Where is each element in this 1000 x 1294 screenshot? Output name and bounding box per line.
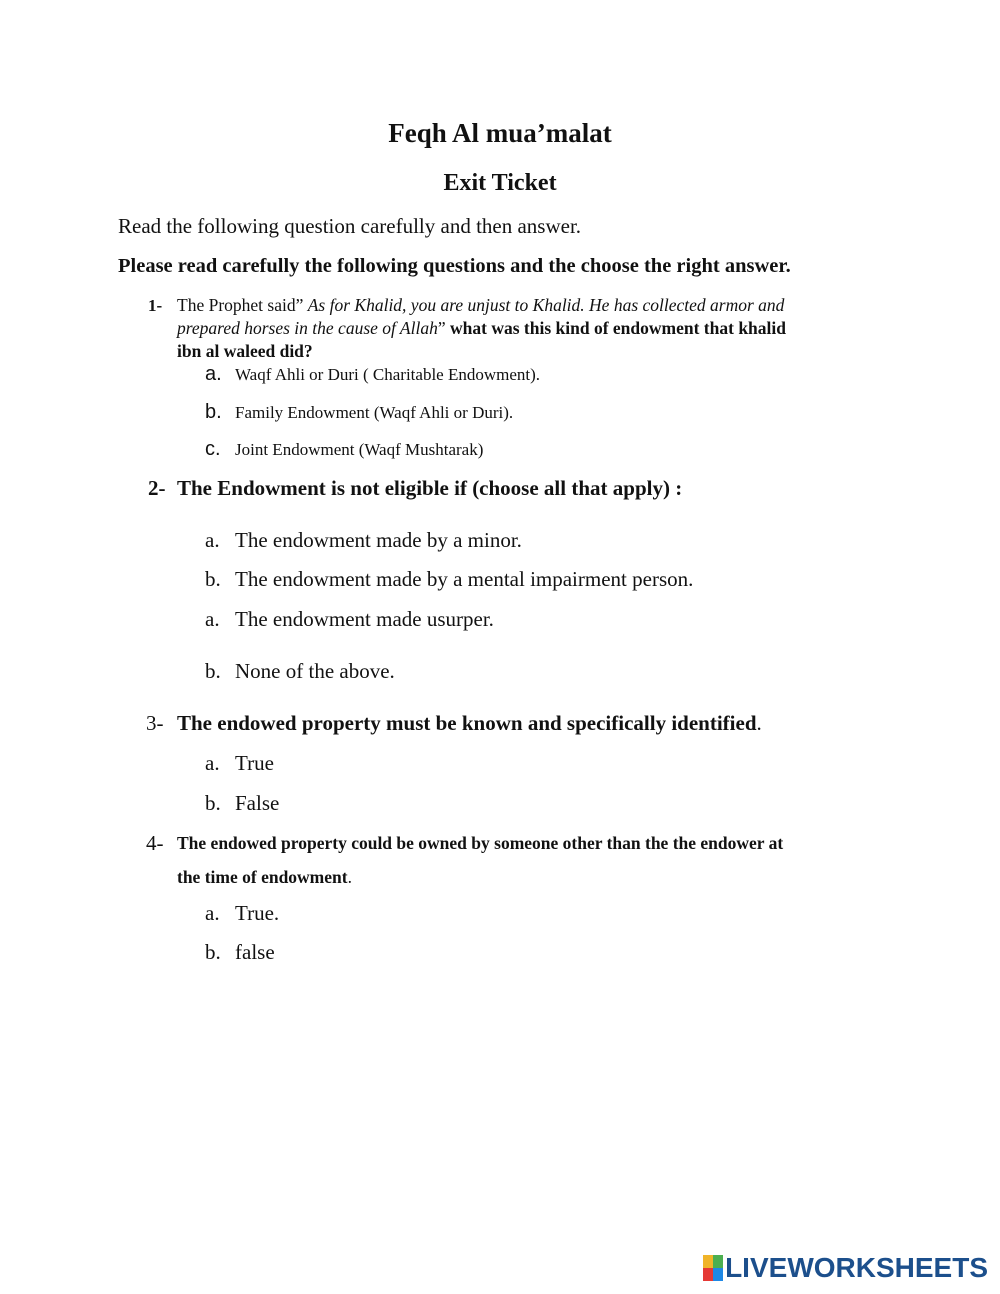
- q4-line2-bold: the time of endowment: [177, 867, 348, 887]
- liveworksheets-brand: LIVEWORKSHEETS: [725, 1252, 988, 1283]
- q1-option-c[interactable]: [205, 438, 483, 461]
- option-text: The endowment made usurper.: [235, 607, 494, 631]
- question-4-line1: The endowed property could be owned by someone other than the the endower at: [177, 833, 784, 853]
- option-text: True.: [235, 901, 280, 925]
- q4-trailing: .: [347, 867, 352, 887]
- q1-quote-line2: prepared horses in the cause of Allah: [177, 318, 438, 338]
- q2-option-4[interactable]: [205, 659, 395, 684]
- option-letter: a.: [205, 751, 220, 775]
- q3-option-a[interactable]: [205, 751, 274, 776]
- question-3-number: 3-: [146, 711, 164, 735]
- q1-close-quote: ”: [437, 318, 451, 338]
- option-letter: b.: [205, 940, 221, 964]
- question-2-number: 2-: [148, 476, 166, 500]
- liveworksheets-mark-icon: [703, 1255, 723, 1281]
- instruction-text: Please read carefully the following questions and the choose the right answer.: [118, 255, 791, 277]
- option-text: The endowment made by a mental impairment person.: [235, 567, 694, 591]
- q3-text-bold: The endowed property must be known and specifically identified: [177, 711, 757, 735]
- liveworksheets-logo[interactable]: [703, 1252, 988, 1284]
- q1-option-a[interactable]: [205, 363, 540, 386]
- option-letter: a.: [205, 607, 220, 631]
- option-letter: b.: [205, 791, 221, 815]
- option-text: None of the above.: [235, 659, 395, 683]
- option-text: False: [235, 791, 280, 815]
- question-1-number: 1-: [148, 296, 163, 315]
- option-letter: a.: [205, 901, 220, 925]
- option-text: Waqf Ahli or Duri ( Charitable Endowment).: [235, 365, 541, 384]
- option-letter: b.: [205, 401, 222, 423]
- option-text: Joint Endowment (Waqf Mushtarak): [235, 440, 484, 459]
- question-2-text: The Endowment is not eligible if (choose all that apply) :: [177, 476, 683, 500]
- q1-question-part1: what was this kind of endowment that khalid: [450, 318, 786, 338]
- option-text: True: [235, 751, 274, 775]
- question-4-line2: [177, 867, 352, 888]
- q2-option-1[interactable]: [205, 528, 522, 553]
- option-text: The endowment made by a minor.: [235, 528, 522, 552]
- intro-text: Read the following question carefully and then answer.: [118, 214, 582, 238]
- option-text: Family Endowment (Waqf Ahli or Duri).: [235, 403, 514, 422]
- option-letter: b.: [205, 567, 221, 591]
- q2-option-2[interactable]: [205, 567, 693, 592]
- q3-option-b[interactable]: [205, 791, 279, 816]
- option-letter: a.: [205, 528, 220, 552]
- question-1-text: [177, 294, 786, 363]
- option-letter: a.: [205, 363, 222, 385]
- question-3-text: [177, 711, 762, 736]
- q2-option-3[interactable]: [205, 607, 494, 632]
- page-title: Feqh Al mua’malat: [388, 118, 612, 148]
- page-subtitle: Exit Ticket: [443, 170, 557, 196]
- option-text: false: [235, 940, 275, 964]
- q4-option-b[interactable]: [205, 940, 275, 965]
- option-letter: b.: [205, 659, 221, 683]
- q1-quote-line1: As for Khalid, you are unjust to Khalid. He has collected armor and: [307, 295, 785, 315]
- option-letter: c.: [205, 438, 221, 460]
- q1-option-b[interactable]: [205, 401, 513, 424]
- q3-trailing: .: [756, 711, 762, 735]
- q4-option-a[interactable]: [205, 901, 279, 926]
- q1-question-part2: ibn al waleed did?: [177, 341, 313, 361]
- q1-prefix: The Prophet said”: [177, 295, 308, 315]
- question-4-number: 4-: [146, 831, 164, 855]
